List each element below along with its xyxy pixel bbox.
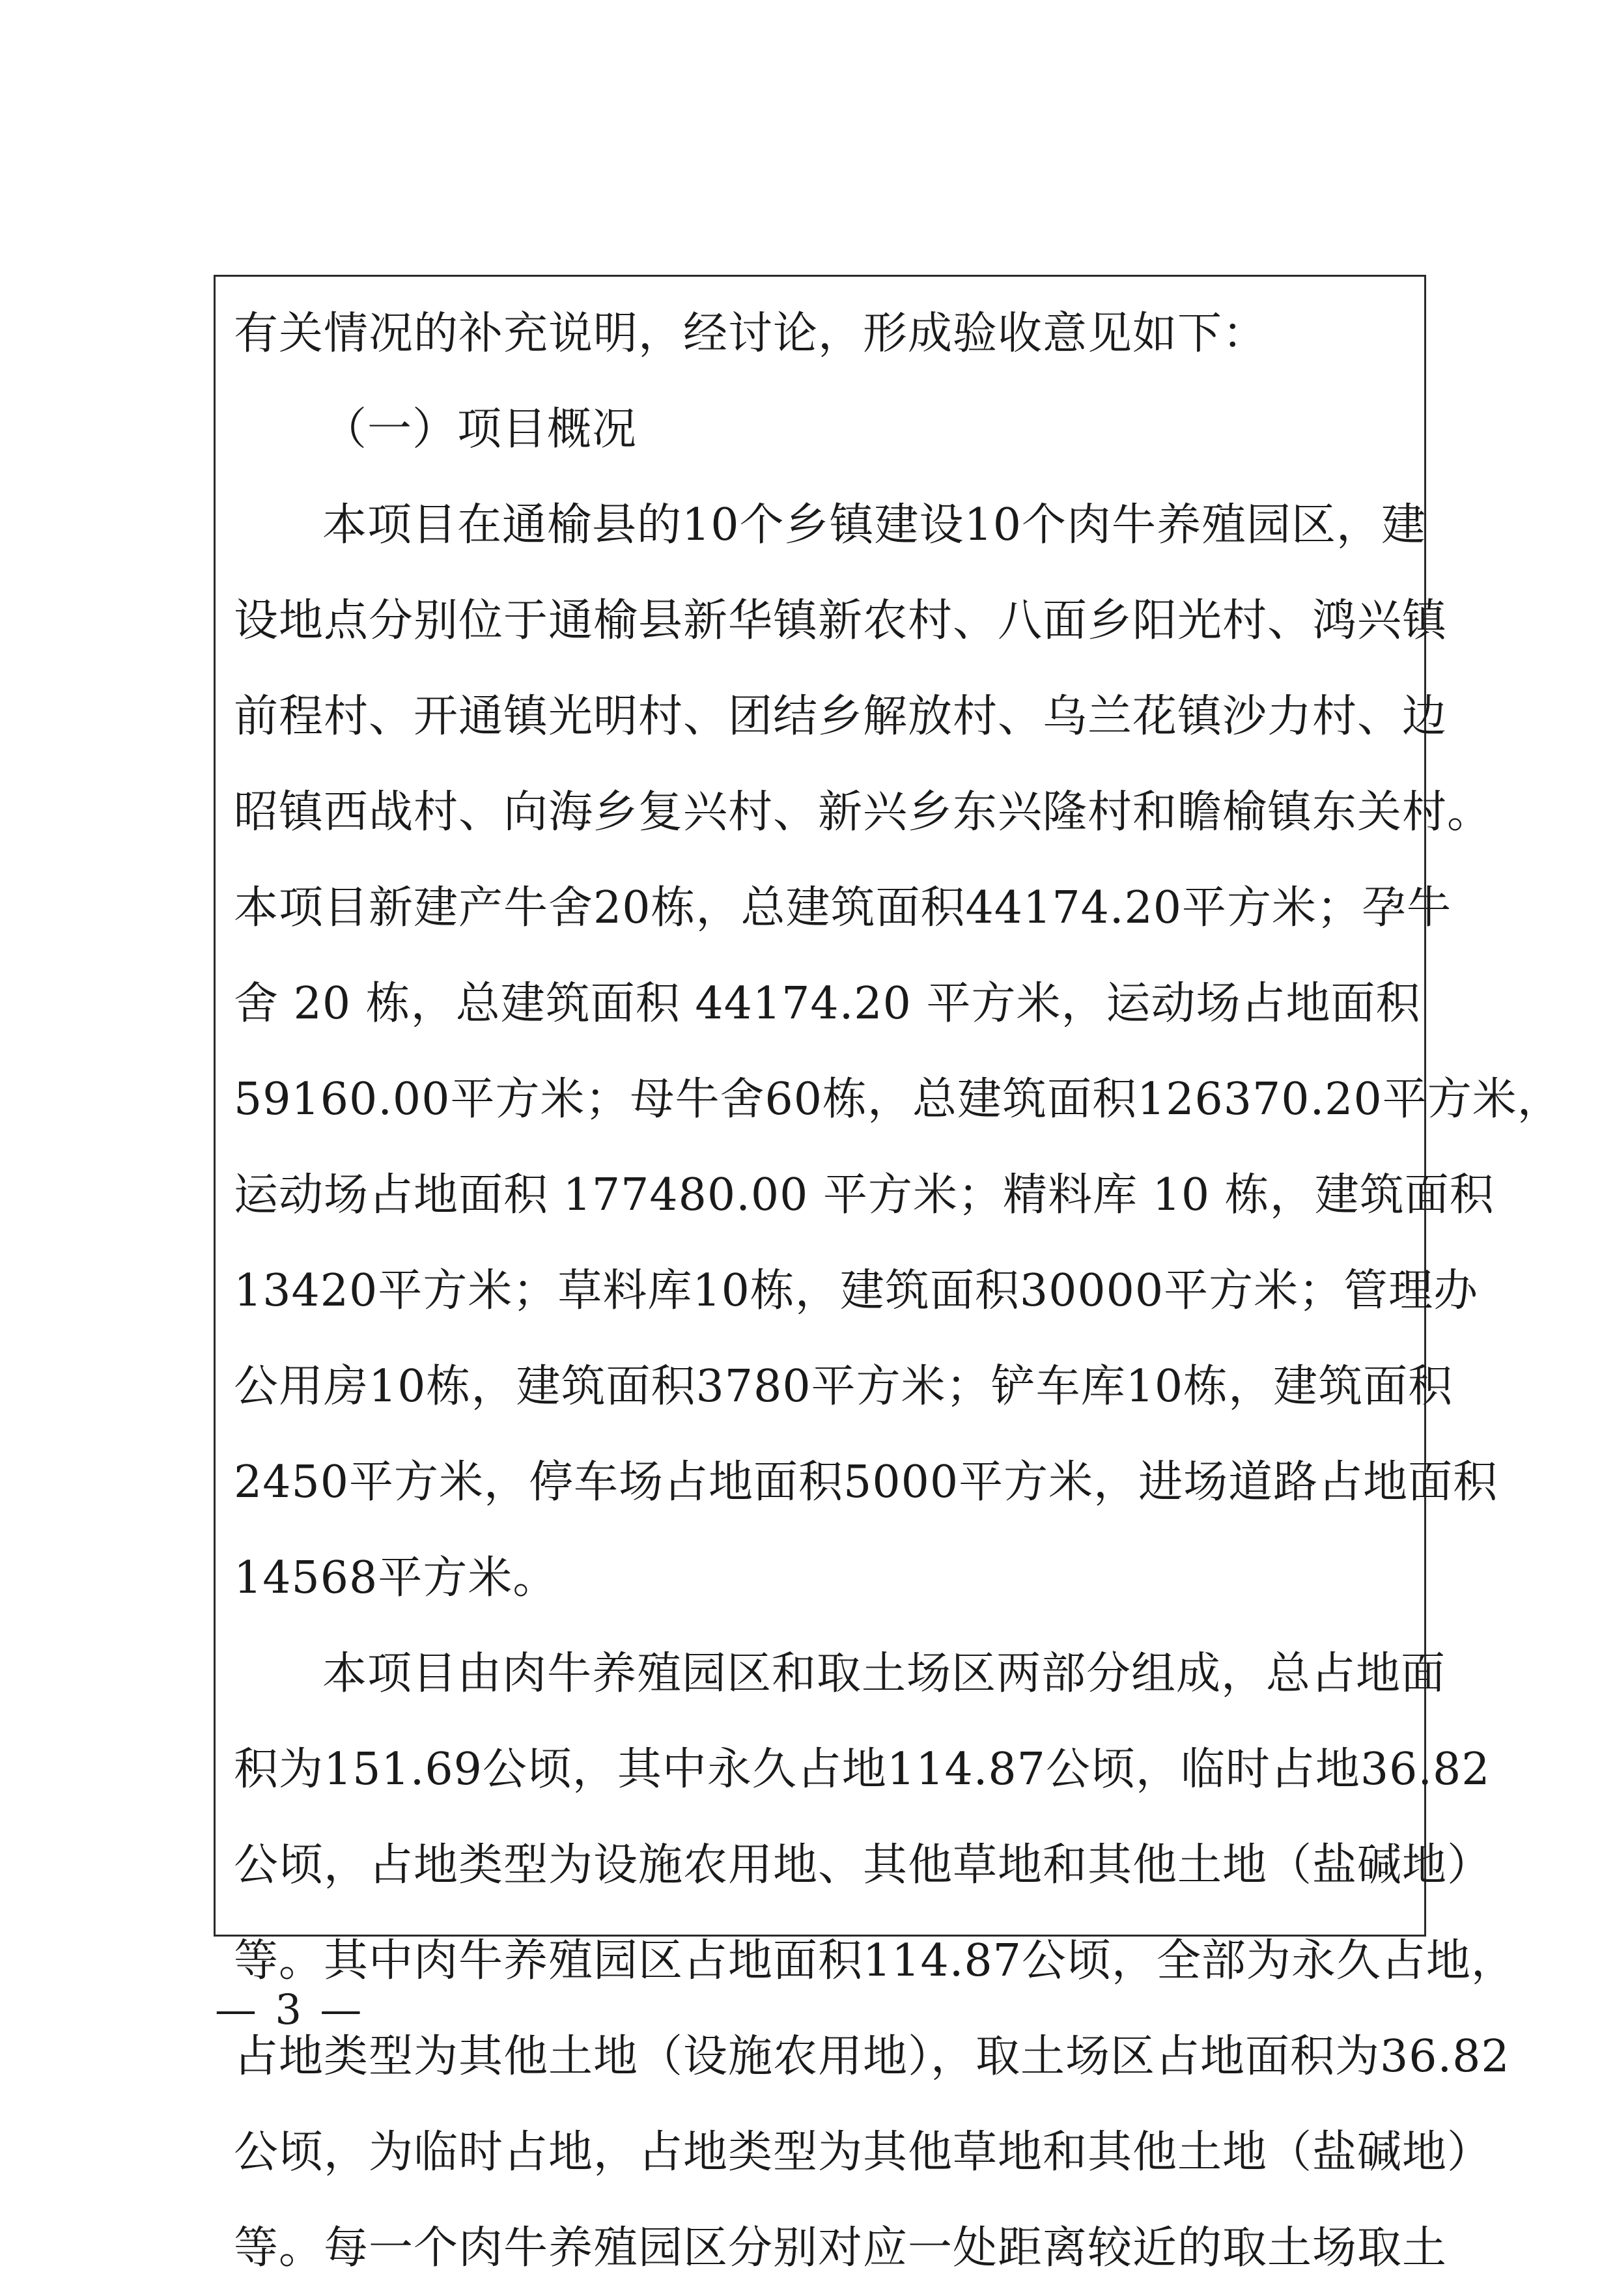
page-number: — 3 — [215, 1986, 365, 2034]
paragraph-line: 14568平方米。 [234, 1552, 558, 1604]
paragraph-line: 占地类型为其他土地（设施农用地），取土场区占地面积为36.82 [234, 2031, 1510, 2082]
paragraph-line: 昭镇西战村、向海乡复兴村、新兴乡东兴隆村和瞻榆镇东关村。 [234, 787, 1493, 838]
paragraph-line: 13420平方米；草料库10栋，建筑面积30000平方米；管理办 [234, 1265, 1479, 1317]
paragraph-line: 运动场占地面积 177480.00 平方米；精料库 10 栋，建筑面积 [234, 1169, 1495, 1221]
paragraph-line: 公顷，为临时占地，占地类型为其他草地和其他土地（盐碱地） [234, 2127, 1493, 2178]
paragraph-line: 设地点分别位于通榆县新华镇新农村、八面乡阳光村、鸿兴镇 [234, 595, 1448, 647]
paragraph-line: 本项目新建产牛舍20栋，总建筑面积44174.20平方米；孕牛 [234, 882, 1452, 934]
paragraph-line: 本项目由肉牛养殖园区和取土场区两部分组成，总占地面 [322, 1648, 1446, 1700]
paragraph-line: 公顷，占地类型为设施农用地、其他草地和其他土地（盐碱地） [234, 1840, 1493, 1891]
paragraph-line: 舍 20 栋，总建筑面积 44174.20 平方米，运动场占地面积 [234, 978, 1421, 1029]
paragraph-line: 2450平方米，停车场占地面积5000平方米，进场道路占地面积 [234, 1457, 1498, 1508]
paragraph-line: 前程村、开通镇光明村、团结乡解放村、乌兰花镇沙力村、边 [234, 691, 1448, 742]
section-heading: （一）项目概况 [322, 404, 638, 455]
paragraph-line: 本项目在通榆县的10个乡镇建设10个肉牛养殖园区，建 [322, 499, 1427, 551]
paragraph-line: 积为151.69公顷，其中永久占地114.87公顷，临时占地36.82 [234, 1744, 1491, 1795]
paragraph-line: 等。每一个肉牛养殖园区分别对应一处距离较近的取土场取土 [234, 2222, 1448, 2274]
document-body-box [214, 275, 1562, 2274]
text-line: 有关情况的补充说明，经讨论，形成验收意见如下： [234, 308, 1268, 359]
paragraph-line: 公用房10栋，建筑面积3780平方米；铲车库10栋，建筑面积 [234, 1361, 1454, 1412]
paragraph-line: 等。其中肉牛养殖园区占地面积114.87公顷，全部为永久占地， [234, 1935, 1516, 1987]
paragraph-line: 59160.00平方米；母牛舍60栋，总建筑面积126370.20平方米， [234, 1074, 1562, 1125]
